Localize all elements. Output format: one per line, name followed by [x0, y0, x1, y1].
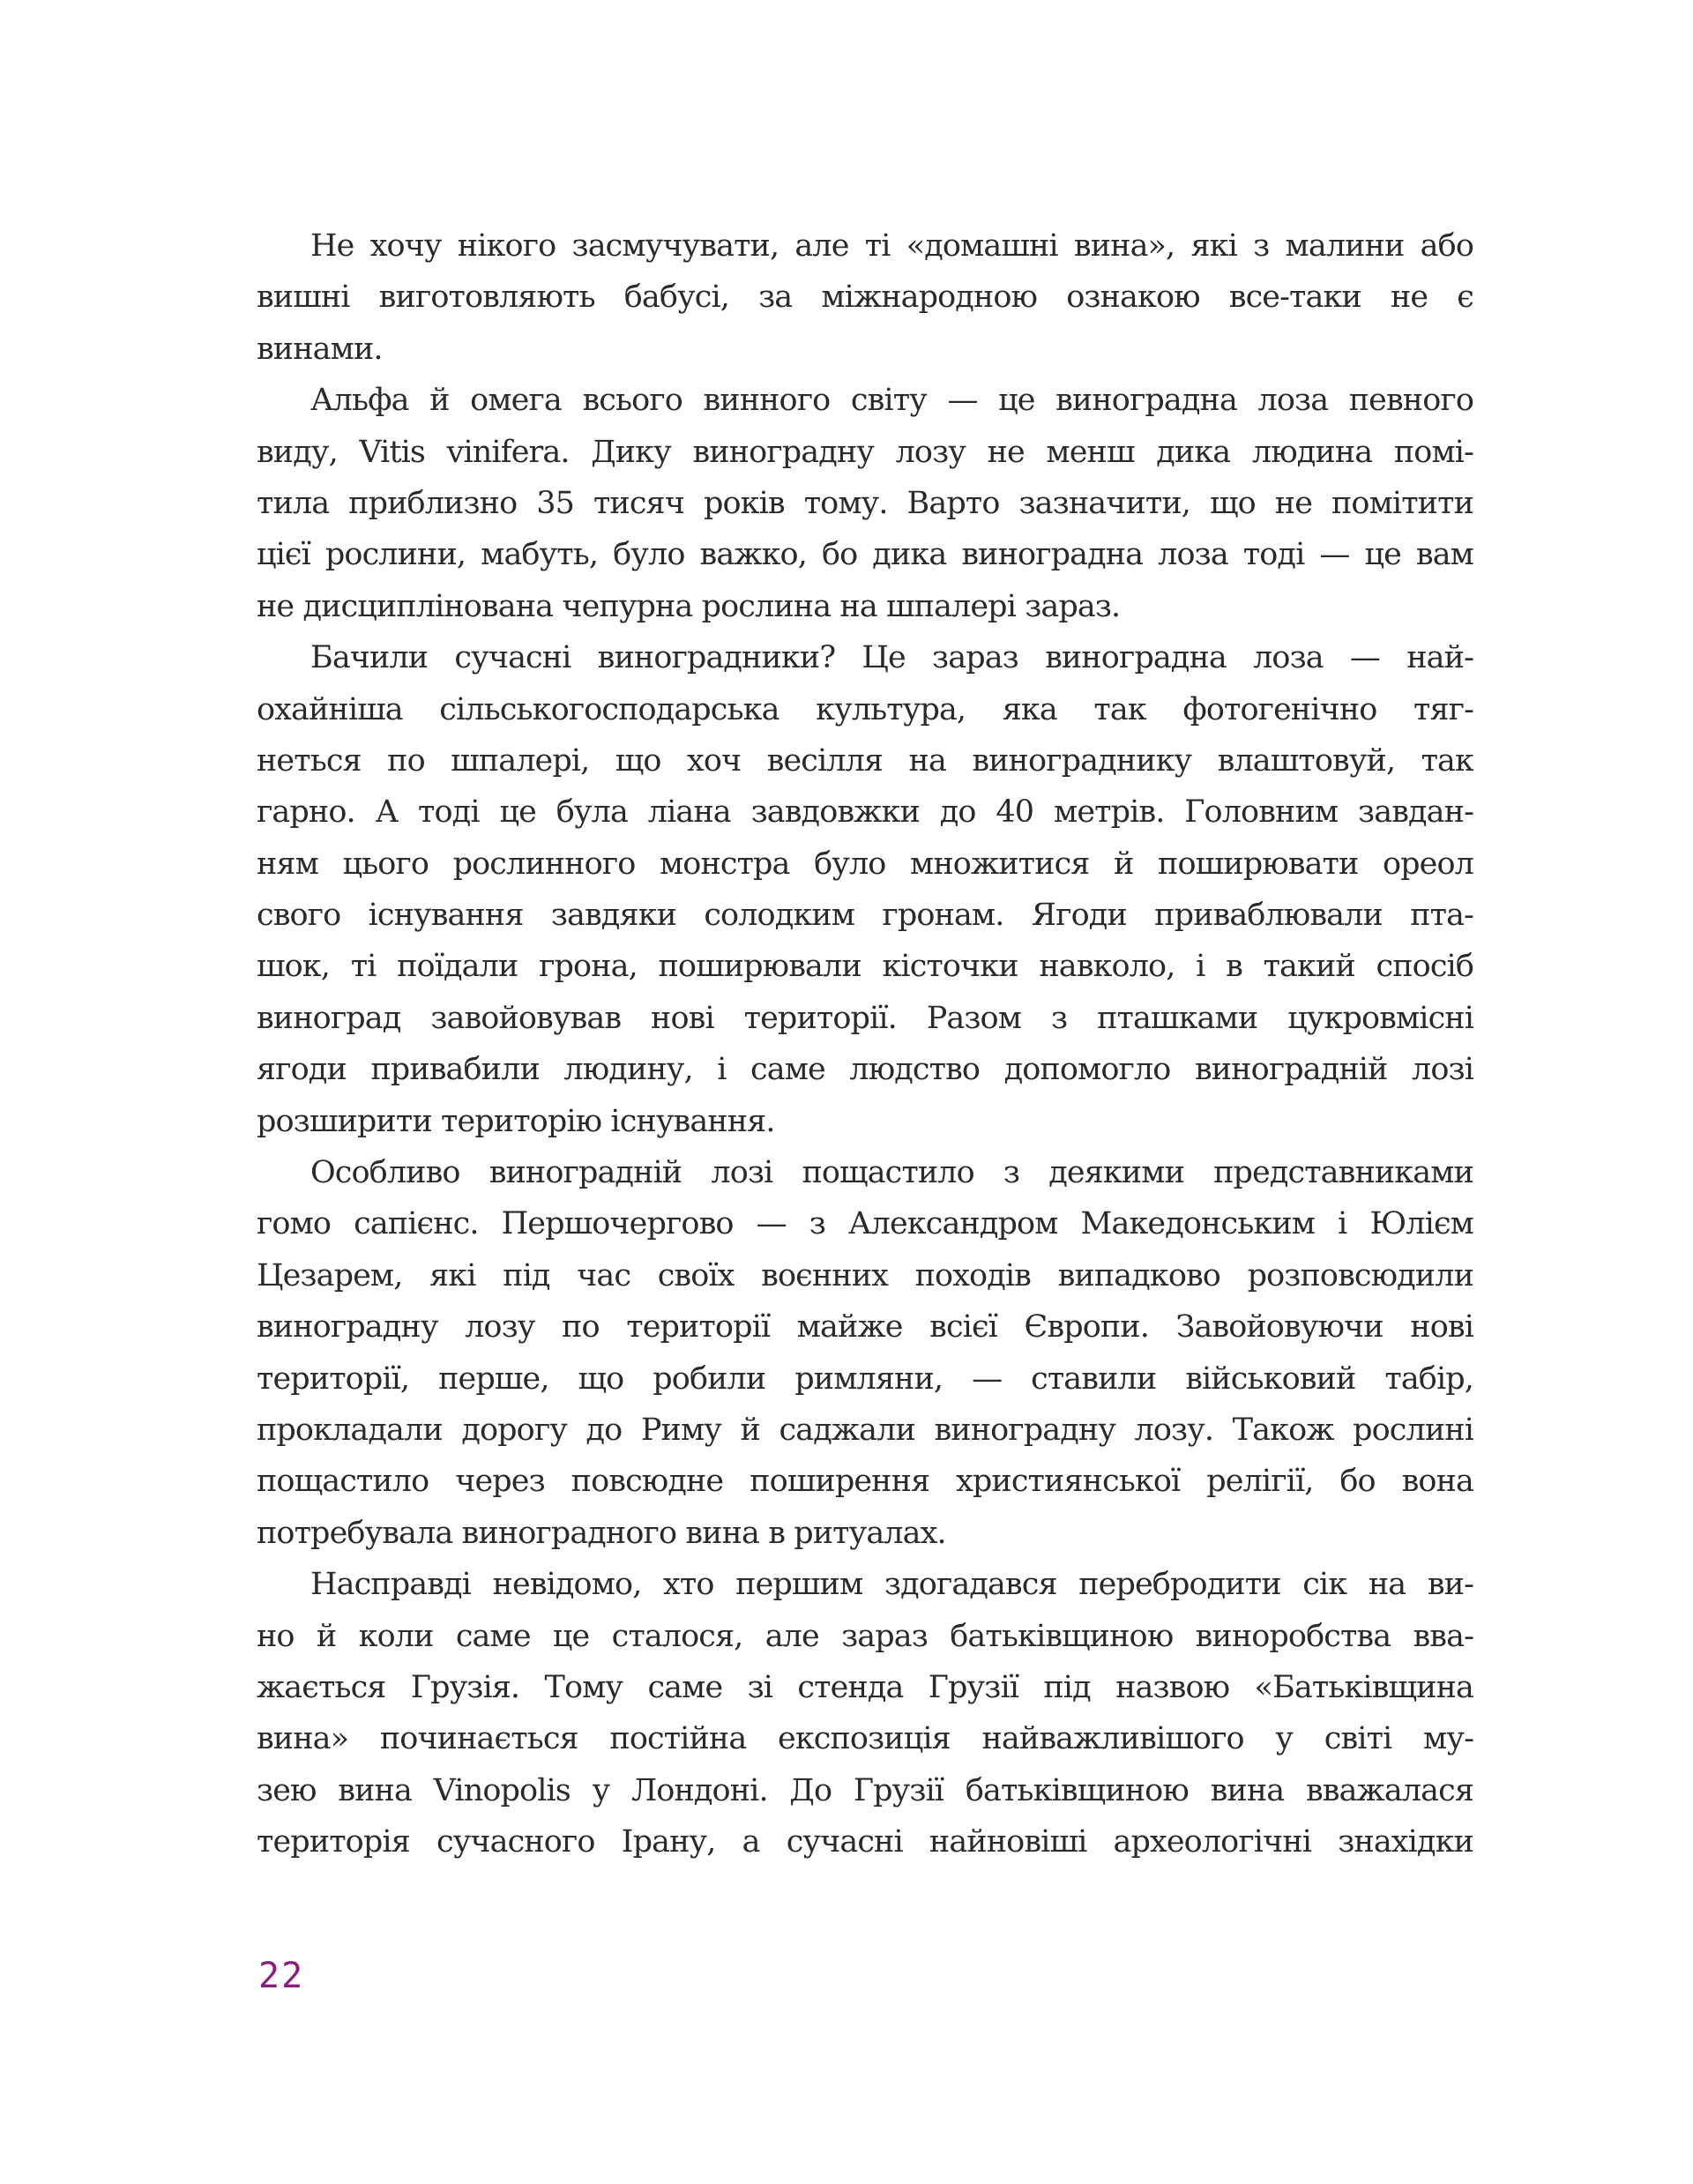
- text-line: зею вина Vinopolis у Лондоні. До Грузії батьківщиною вина вважалася: [257, 1772, 1473, 1808]
- text-line: гомо сапієнс. Першочергово — з Александром Македонським і Юлієм: [257, 1206, 1473, 1242]
- text-line: шок, ті поїдали грона, поширювали кісточки навколо, і в такий спосіб: [257, 949, 1473, 985]
- text-line: Не хочу нікого засмучувати, але ті «домашні вина», які з малини або: [310, 228, 1473, 264]
- text-line: винами.: [257, 331, 383, 367]
- text-line: не дисциплінована чепурна рослина на шпалері зараз.: [257, 588, 1121, 624]
- text-line: Особливо виноградній лозі пощастило з деякими представниками: [310, 1155, 1473, 1191]
- text-line: ягоди привабили людину, і саме людство допомогло виноградній лозі: [257, 1052, 1473, 1088]
- text-line: жається Грузія. Тому саме зі стенда Грузії під назвою «Батьківщина: [257, 1669, 1473, 1705]
- text-line: виду, Vitis vinifera. Дику виноградну лозу не менш дика людина помі-: [257, 434, 1473, 470]
- text-line: території, перше, що робили римляни, — ставили військовий табір,: [257, 1360, 1473, 1397]
- text-line: охайніша сільськогосподарська культура, яка так фотогенічно тяг-: [257, 691, 1473, 727]
- text-line: розширити територію існування.: [257, 1103, 775, 1139]
- text-line: територія сучасного Ірану, а сучасні найновіші археологічні знахідки: [257, 1824, 1473, 1860]
- text-line: виноград завойовував нові території. Разом з пташками цукровмісні: [257, 1000, 1473, 1036]
- paragraph: [257, 375, 1473, 632]
- text-line: Бачили сучасні виноградники? Це зараз виноградна лоза — най-: [310, 640, 1473, 676]
- text-line: Цезарем, які під час своїх воєнних походів випадково розповсюдили: [257, 1257, 1473, 1293]
- text-line: виноградну лозу по території майже всієї Європи. Завойовуючи нові: [257, 1309, 1473, 1345]
- body-text: [257, 220, 1473, 1868]
- text-line: потребувала виноградного вина в ритуалах.: [257, 1515, 946, 1551]
- paragraph: [257, 1147, 1473, 1559]
- paragraph: [257, 632, 1473, 1147]
- text-line: Насправді невідомо, хто першим здогадався перебродити сік на ви-: [310, 1567, 1473, 1603]
- text-line: пощастило через повсюдне поширення християнської релігії, бо вона: [257, 1464, 1473, 1500]
- text-line: ням цього рослинного монстра було множитися й поширювати ореол: [257, 846, 1473, 882]
- paragraph: [257, 220, 1473, 375]
- text-line: гарно. А тоді це була ліана завдовжки до 40 метрів. Головним завдан-: [257, 794, 1473, 831]
- text-line: но й коли саме це сталося, але зараз батьківщиною виноробства вва-: [257, 1618, 1473, 1654]
- text-line: Альфа й омега всього винного світу — це виноградна лоза певного: [310, 383, 1473, 419]
- text-line: свого існування завдяки солодким гронам. Ягоди приваблювали пта-: [257, 898, 1473, 934]
- text-line: прокладали дорогу до Риму й саджали виноградну лозу. Також рослині: [257, 1412, 1473, 1448]
- text-line: тила приблизно 35 тисяч років тому. Варто зазначити, що не помітити: [257, 485, 1473, 521]
- paragraph: [257, 1559, 1473, 1867]
- text-line: вишні виготовляють бабусі, за міжнародною ознакою все-таки не є: [257, 280, 1473, 316]
- page-number: 22: [258, 1956, 305, 1996]
- text-line: вина» починається постійна експозиція найважливішого у світі му-: [257, 1721, 1473, 1757]
- text-line: цієї рослини, мабуть, було важко, бо дика виноградна лоза тоді — це вам: [257, 537, 1473, 573]
- text-line: неться по шпалері, що хоч весілля на винограднику влаштовуй, так: [257, 742, 1473, 779]
